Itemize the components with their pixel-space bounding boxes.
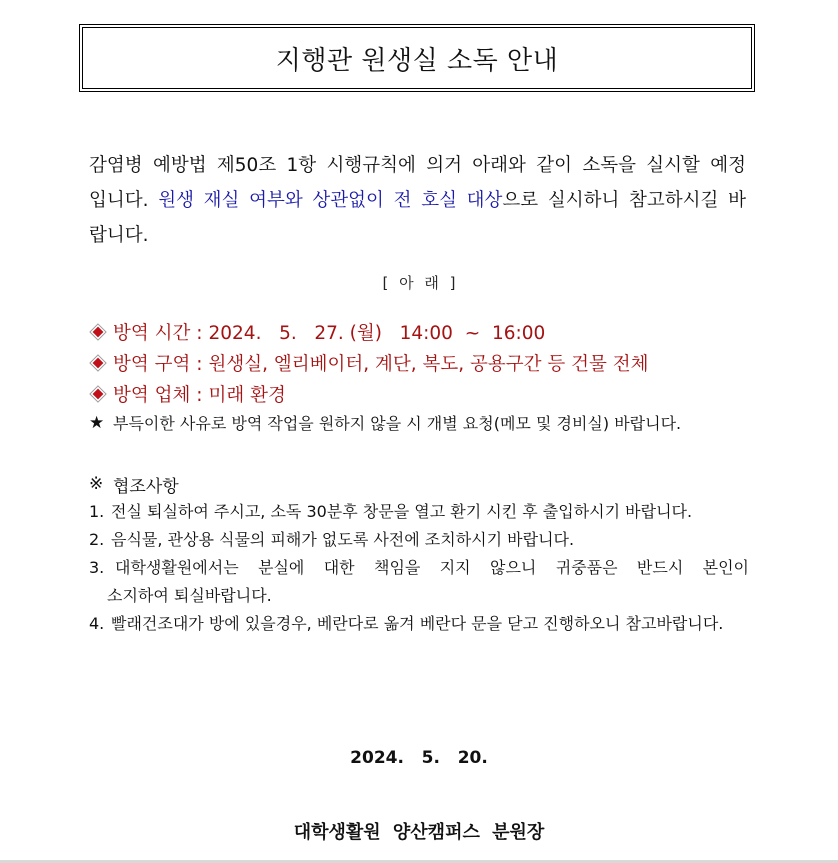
list-line [89, 554, 749, 582]
list-text-continued: 소지하여 퇴실바랍니다. [107, 586, 272, 605]
star-icon: ★ [89, 412, 105, 433]
page-title: 지행관 원생실 소독 안내 [275, 45, 559, 76]
star-note [89, 411, 681, 434]
notice-label: [ 아 래 ] [382, 274, 456, 292]
details-list [89, 316, 769, 409]
list-text: 대학생활원에서는 분실에 대한 책임을 지지 않으니 귀중품은 반드시 본인이 [115, 558, 749, 577]
signature: 대학생활원 양산캠퍼스 분원장 [293, 822, 545, 843]
detail-label: 방역 시간 : [113, 322, 203, 344]
detail-label: 방역 업체 : [113, 384, 203, 406]
list-text: 빨래건조대가 방에 있을경우, 베란다로 옮겨 베란다 문을 닫고 진행하오니 참고바랍니다. [111, 614, 724, 633]
intro-text-part1: 감염병 예방법 제50조 1항 시행규칙에 의거 아래와 같이 소독을 실시할 예정입니다. [89, 155, 746, 211]
detail-company [89, 378, 769, 409]
list-item [89, 610, 749, 638]
detail-area [89, 347, 769, 378]
list-number: 3. [89, 558, 105, 577]
list-item [89, 498, 749, 526]
cooperation-heading [89, 470, 749, 498]
intro-paragraph [89, 148, 746, 253]
detail-label: 방역 구역 : [113, 353, 203, 375]
diamond-icon [89, 385, 113, 403]
intro-highlight: 원생 재실 여부와 상관없이 전 호실 대상 [158, 190, 503, 211]
list-text: 음식물, 관상용 식물의 피해가 없도록 사전에 조치하시기 바랍니다. [111, 530, 575, 549]
title-box [79, 24, 755, 92]
diamond-icon [89, 323, 113, 341]
detail-value: 원생실, 엘리베이터, 계단, 복도, 공용구간 등 건물 전체 [208, 353, 649, 375]
intro-text-part2: 으로 실시하니 참고하시길 바랍니다. [89, 190, 746, 246]
document-date: 2024. 5. 20. [350, 748, 488, 768]
reference-mark-icon: ※ [89, 474, 104, 494]
list-item [89, 554, 749, 610]
star-note-text: 부득이한 사유로 방역 작업을 원하지 않을 시 개별 요청(메모 및 경비실) 바랍니다. [113, 414, 682, 433]
detail-value: 2024. 5. 27. (월) 14:00 ~ 16:00 [208, 322, 546, 344]
cooperation-heading-text: 협조사항 [113, 476, 179, 497]
list-number: 1. [89, 502, 105, 521]
list-item [89, 526, 749, 554]
diamond-icon [89, 354, 113, 372]
detail-time [89, 316, 769, 347]
list-number: 4. [89, 614, 105, 633]
detail-value: 미래 환경 [208, 384, 286, 406]
list-text: 전실 퇴실하여 주시고, 소독 30분후 창문을 열고 환기 시킨 후 출입하시기 바랍니다. [111, 502, 693, 521]
cooperation-section [89, 470, 749, 638]
list-number: 2. [89, 530, 105, 549]
